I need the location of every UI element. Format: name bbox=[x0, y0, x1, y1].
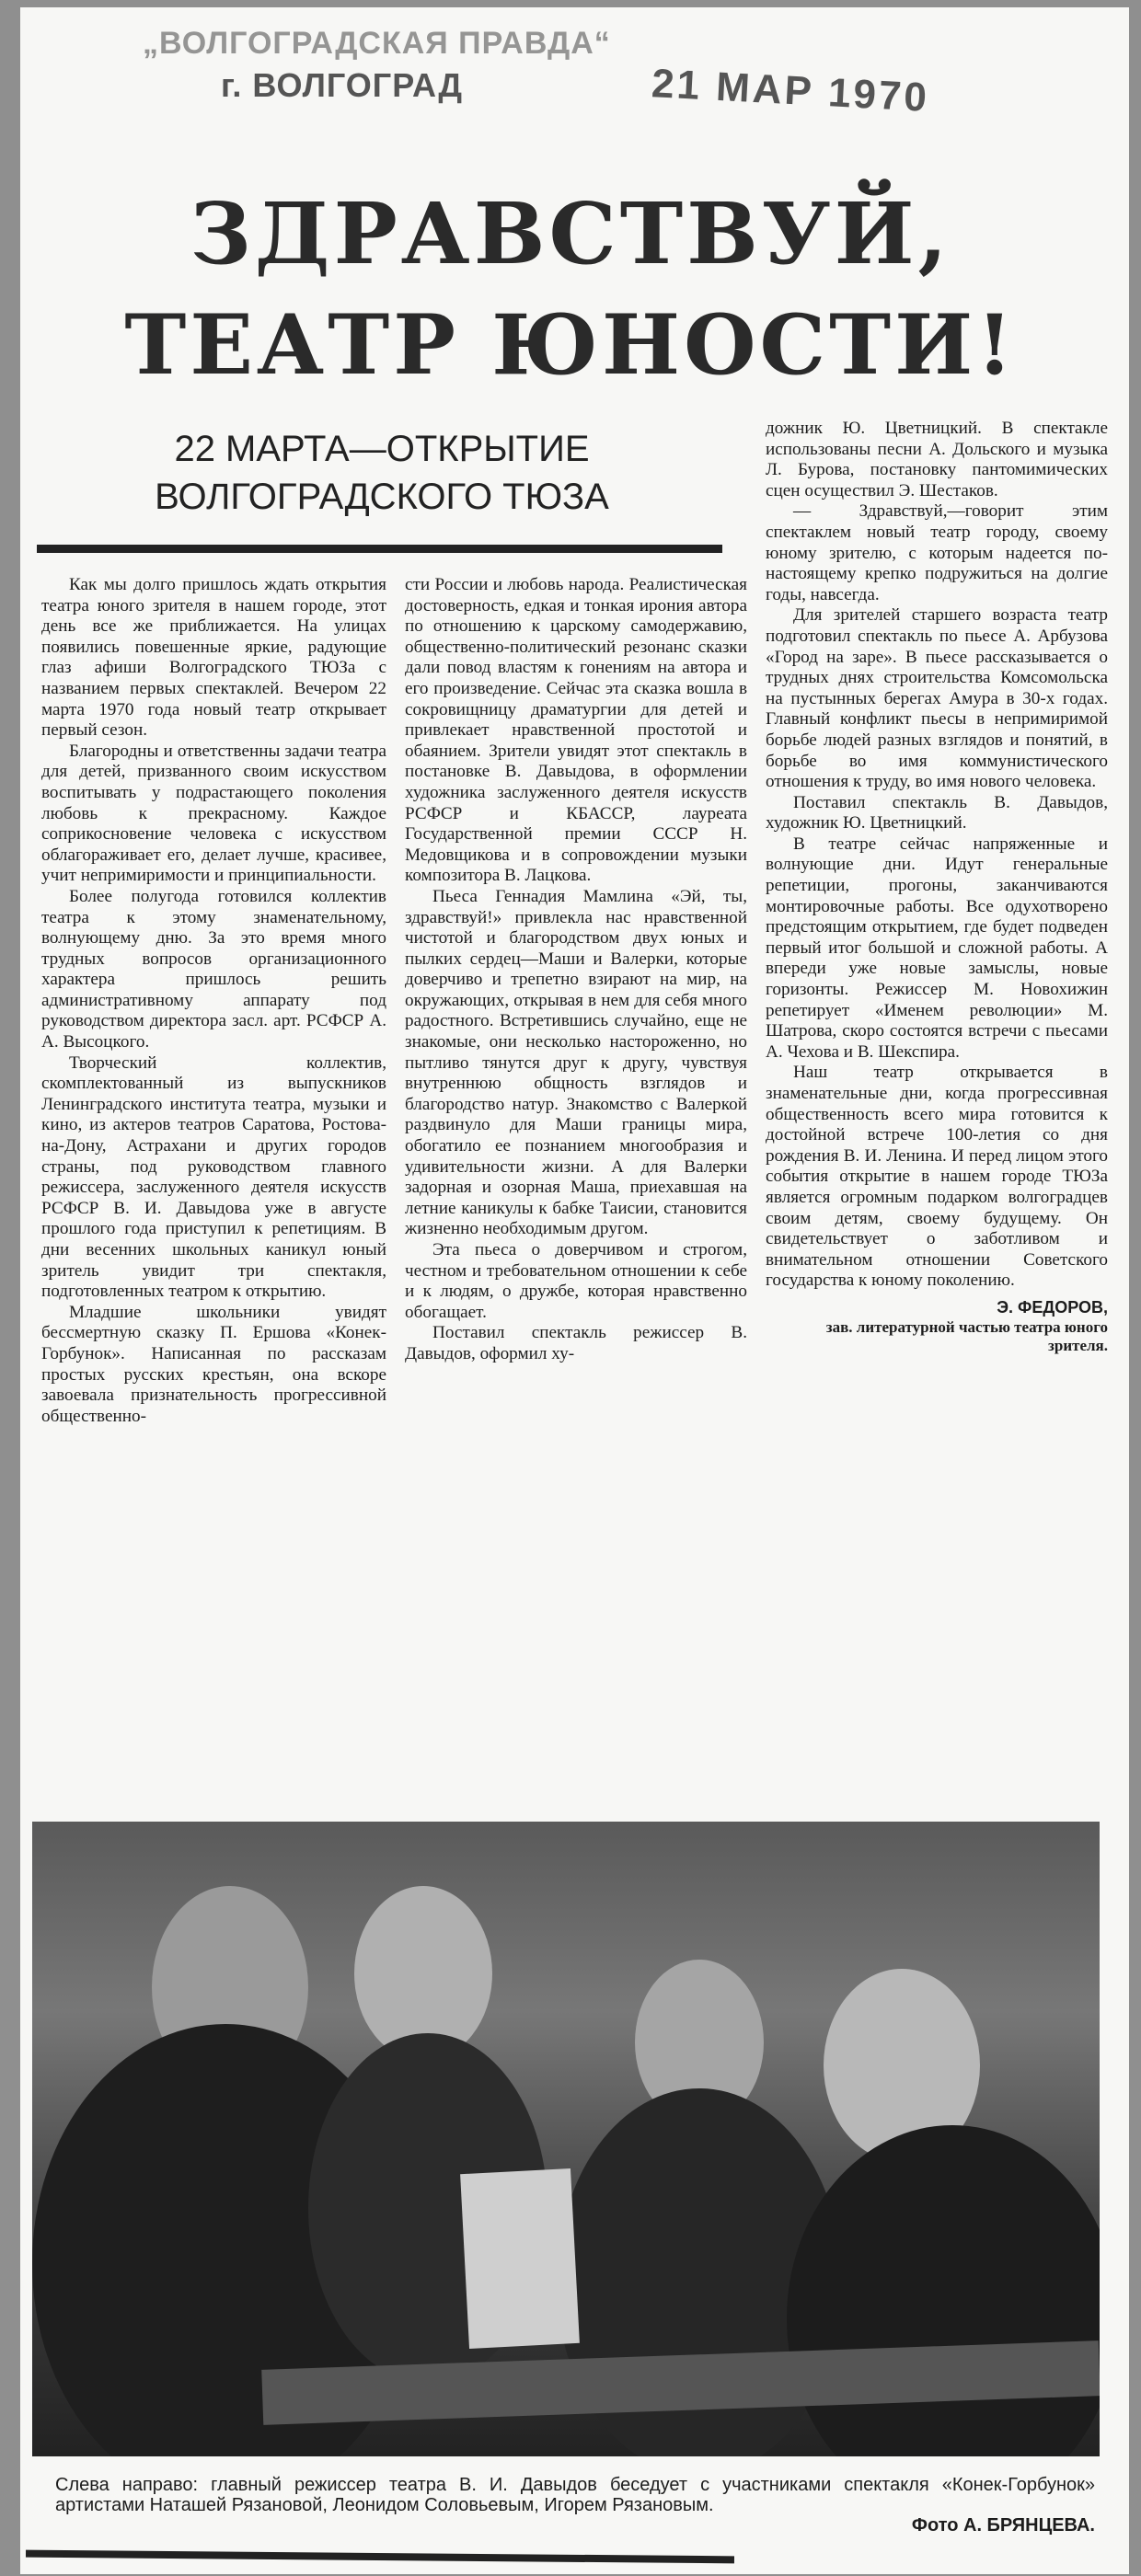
book bbox=[460, 2168, 580, 2349]
paragraph: Более полугода готовился коллектив театра к этому знаменательному, волнующему дню. За это время много трудных вопросов организационного характера пришлось решить административному аппарату под руководством директора засл. арт. РСФСР А. А. Высоцкого. bbox=[41, 886, 386, 1052]
paragraph: Младшие школьники увидят бессмертную сказку П. Ершова «Конек-Горбунок». Написанная по рассказам простых русских крестьян, она вскоре завоевала признательность прогрессивной общественно- bbox=[41, 1302, 386, 1426]
author-role: зав. литературной частью театра юного зрителя. bbox=[825, 1317, 1108, 1354]
paragraph: сти России и любовь народа. Реалистическая достоверность, едкая и тонкая ирония автора по отношению к царскому самодержавию, общественно-политический резонанс сказки дали повод властям к гонениям на автора и его произведение. Сейчас эта сказка вошла в сокровищницу драматургии для детей и привлекает нравственной простотой и обаянием. Зрители увидят этот спектакль в постановке В. Давыдова, в оформлении художника заслуженного деятеля искусств РСФСР и КБАССР, лауреата Государственной премии СССР Н. Медовщикова и в сопровождении музыки композитора В. Лацкова. bbox=[405, 575, 747, 886]
subheadline-line-1: 22 МАРТА—ОТКРЫТИЕ bbox=[174, 429, 590, 469]
article-column-1 bbox=[41, 575, 386, 1427]
paragraph: дожник Ю. Цветницкий. В спектакле использованы песни А. Дольского и музыка Л. Бурова, постановку пантомимических сцен осуществил Э. Шестаков. bbox=[766, 419, 1108, 500]
person-body bbox=[787, 2125, 1100, 2456]
subheadline-line-2: ВОЛГОГРАДСКОГО ТЮЗА bbox=[155, 477, 609, 517]
photo-caption bbox=[55, 2475, 1095, 2536]
paragraph: — Здравствуй,—говорит этим спектаклем новый театр городу, своему юному зрителю, с которым надеется по-настоящему крепко подружиться на долгие годы, навсегда. bbox=[766, 501, 1108, 604]
paragraph: Творческий коллектив, скомплектованный из выпускников Ленинградского института театра, музыки и кино, из актеров театров Саратова, Ростова-на-Дону, Астрахани и других городов страны, под руководством главного режиссера, заслуженного деятеля искусств РСФСР В. И. Давыдова уже в августе прошлого года приступил к репетициям. В дни весенних школьных каникул юный зритель увидит три спектакля, подготовленных театром к открытию. bbox=[41, 1052, 386, 1302]
photo-credit: Фото А. БРЯНЦЕВА. bbox=[911, 2515, 1095, 2536]
paragraph: Для зрителей старшего возраста театр подготовил спектакль по пьесе А. Арбузова «Город на заре». В пьесе рассказывается о трудных днях строительства Комсомольска на пустынных берегах Амура в 30-х годах. Главный конфликт пьесы в непримиримой борьбе людей разных взглядов и понятий, в борьбе во имя коммунистического отношения к труду, во имя нового человека. bbox=[766, 605, 1108, 792]
caption-text: Слева направо: главный режиссер театра В. И. Давыдов беседует с участниками спектакля «Конек-Горбунок» артистами Наташей Рязановой, Леонидом Соловьевым, Игорем Рязановым. bbox=[55, 2475, 1095, 2515]
paragraph: Благородны и ответственны задачи театра для детей, призванного своим искусством воспитывать у подрастающего поколения любовь к прекрасному. Каждое соприкосновение человека с искусством облагораживает его, делает лучше, красивее, учит непримиримости и принципиальности. bbox=[41, 741, 386, 886]
article-column-3 bbox=[766, 419, 1108, 1355]
divider-rule bbox=[37, 545, 722, 553]
group-photo bbox=[32, 1822, 1100, 2456]
author-signature bbox=[766, 1297, 1108, 1355]
stamp-newspaper-name: „ВОЛГОГРАДСКАЯ ПРАВДА“ bbox=[143, 26, 611, 61]
paragraph: Наш театр открывается в знаменательные дни, когда прогрессивная общественность всего мира готовится к достойной встрече 100-летия со дня рождения В. И. Ленина. И перед лицом этого события открытие в нашем городе ТЮЗа является огромным подарком волгоградцев своим детям, своему будущему. Он свидетельствует о заботливом и внимательном отношении Советского государства к юному поколению. bbox=[766, 1063, 1108, 1291]
author-name: Э. ФЕДОРОВ, bbox=[997, 1297, 1108, 1317]
paragraph: Эта пьеса о доверчивом и строгом, честном и требовательном отношении к себе и к людям, о дружбе, которая нравственно обогащает. bbox=[405, 1240, 747, 1322]
paragraph: Как мы долго пришлось ждать открытия театра юного зрителя в нашем городе, этот день все же приближается. На улицах появились повешенные яркие, радующие глаз афиши Волгоградского ТЮЗа с названием первых спектаклей. Вечером 22 марта 1970 года новый театр открывает первый сезон. bbox=[41, 575, 386, 741]
headline-line-1: ЗДРАВСТВУЙ, bbox=[190, 184, 951, 283]
stamp-date: 21 МАР 1970 bbox=[650, 61, 931, 121]
paragraph: Поставил спектакль В. Давыдов, художник Ю. Цветницкий. bbox=[766, 792, 1108, 834]
paragraph: Поставил спектакль режиссер В. Давыдов, оформил ху- bbox=[405, 1323, 747, 1363]
article-column-2 bbox=[405, 575, 747, 1365]
paragraph: В театре сейчас напряженные и волнующие дни. Идут генеральные репетиции, прогоны, заканчиваются монтировочные работы. Все одухотворено предстоящим открытием, где будет подведен первый итог большой и сложной работы. А впереди уже новые замыслы, новые горизонты. Режиссер М. Новохижин репетирует «Именем революции» М. Шатрова, скоро состоятся встречи с пьесами А. Чехова и В. Шекспира. bbox=[766, 834, 1108, 1062]
stamp-city: г. ВОЛГОГРАД bbox=[221, 66, 464, 104]
paragraph: Пьеса Геннадия Мамлина «Эй, ты, здравствуй!» привлекла нас нравственной чистотой и благородством двух юных и пылких сердец—Маши и Валерки, которые доверчиво и трепетно взирают на мир, на окружающих, открывая в нем для себя много радостного. Встретившись случайно, еще не знакомые, они несколько настороженно, но пытливо тянутся друг к другу, чувствуя внутреннюю общность взглядов и благородство натур. Знакомство с Валеркой раздвинуло для Маши границы мира, обогатило ее познанием многообразия и удивительности жизни. А для Валерки задорная и озорная Маша, приехавшая на летние каникулы к бабке Таисии, становится жизненно необходимым другом. bbox=[405, 886, 747, 1239]
headline-line-2: ТЕАТР ЮНОСТИ! bbox=[124, 296, 1017, 394]
